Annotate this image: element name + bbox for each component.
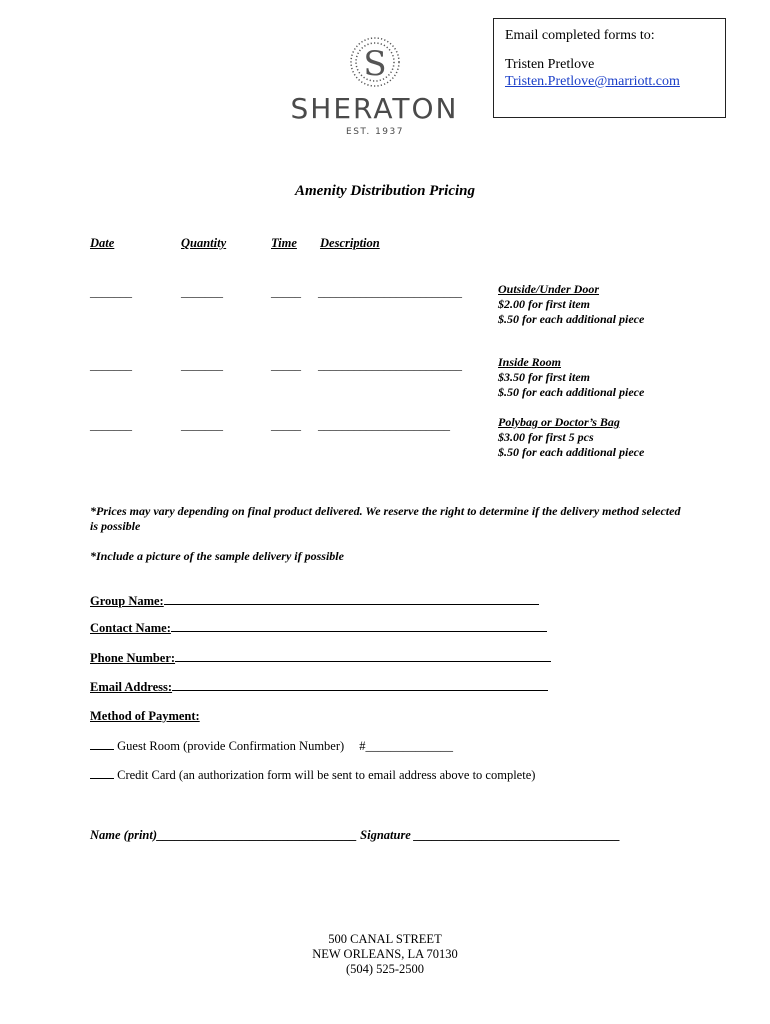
guest-room-checkbox-line[interactable] xyxy=(90,739,114,750)
confirmation-number-field[interactable]: #______________ xyxy=(359,739,454,753)
price-first: $3.50 for first item xyxy=(498,370,590,384)
credit-card-label: Credit Card (an authorization form will be sent to email address above to complete) xyxy=(117,768,536,782)
brand-established: EST. 1937 xyxy=(346,127,404,137)
method-of-payment-label: Method of Payment: xyxy=(90,709,200,723)
price-title: Polybag or Doctor’s Bag xyxy=(498,415,620,429)
name-print-field[interactable]: ________________________________ xyxy=(157,828,358,842)
row-2-date-field[interactable]: _______ xyxy=(90,358,132,372)
column-header-date: Date xyxy=(90,236,115,250)
group-name-field[interactable] xyxy=(90,593,539,609)
phone-number-label: Phone Number: xyxy=(90,651,176,665)
guest-room-label: Guest Room (provide Confirmation Number) xyxy=(117,739,345,753)
email-instructions-box xyxy=(493,18,726,118)
email-address-label: Email Address: xyxy=(90,680,173,694)
row-3-quantity-field[interactable]: _______ xyxy=(181,418,223,432)
name-print-label: Name (print) xyxy=(90,828,158,842)
group-name-line[interactable] xyxy=(164,593,539,605)
email-address-line[interactable] xyxy=(172,679,548,691)
row-3-time-field[interactable]: _____ xyxy=(271,418,301,432)
price-title: Outside/Under Door xyxy=(498,282,600,296)
price-first: $2.00 for first item xyxy=(498,297,590,311)
signature-field[interactable]: _________________________________ xyxy=(413,828,621,842)
signature-row xyxy=(90,828,620,843)
hotel-address xyxy=(0,932,770,977)
row-1-date-field[interactable]: _______ xyxy=(90,285,132,299)
row-3-description-field[interactable]: ______________________ xyxy=(318,418,450,432)
address-city: NEW ORLEANS, LA 70130 xyxy=(312,947,458,961)
price-block-inside-room xyxy=(498,355,644,400)
row-1-quantity-field[interactable]: _______ xyxy=(181,285,223,299)
contact-name-line[interactable] xyxy=(171,620,547,632)
column-header-description: Description xyxy=(320,236,380,250)
price-additional: $.50 for each additional piece xyxy=(498,385,645,399)
row-3-date-field[interactable]: _______ xyxy=(90,418,132,432)
address-street: 500 CANAL STREET xyxy=(328,932,442,946)
email-address-field[interactable] xyxy=(90,679,548,695)
contact-name-label: Contact Name: xyxy=(90,621,171,635)
page-title: Amenity Distribution Pricing xyxy=(294,183,476,199)
email-instructions-label: Email completed forms to: xyxy=(505,28,655,43)
row-2-description-field[interactable]: ________________________ xyxy=(318,358,462,372)
column-header-quantity: Quantity xyxy=(181,236,227,250)
contact-person-name: Tristen Pretlove xyxy=(505,57,595,72)
credit-card-checkbox-line[interactable] xyxy=(90,768,114,779)
price-block-polybag xyxy=(498,415,644,460)
logo-mark: S xyxy=(363,44,387,84)
row-2-time-field[interactable]: _____ xyxy=(271,358,301,372)
payment-option-credit-card[interactable] xyxy=(90,768,535,783)
brand-name: SHERATON xyxy=(290,92,459,125)
signature-label: Signature xyxy=(360,828,411,842)
address-phone: (504) 525-2500 xyxy=(345,962,425,976)
price-first: $3.00 for first 5 pcs xyxy=(498,430,594,444)
price-block-outside-door xyxy=(498,282,644,327)
price-additional: $.50 for each additional piece xyxy=(498,445,645,459)
payment-option-guest-room[interactable] xyxy=(90,739,453,754)
row-1-description-field[interactable]: ________________________ xyxy=(318,285,462,299)
column-header-time: Time xyxy=(271,236,297,250)
group-name-label: Group Name: xyxy=(90,594,164,608)
phone-number-line[interactable] xyxy=(175,650,551,662)
price-additional: $.50 for each additional piece xyxy=(498,312,645,326)
phone-number-field[interactable] xyxy=(90,650,551,666)
picture-note: *Include a picture of the sample delivery if possible xyxy=(90,549,344,563)
contact-email-link[interactable]: Tristen.Pretlove@marriott.com xyxy=(505,74,680,89)
price-title: Inside Room xyxy=(498,355,562,369)
contact-name-field[interactable] xyxy=(90,620,547,636)
row-1-time-field[interactable]: _____ xyxy=(271,285,301,299)
pricing-disclaimer: *Prices may vary depending on final product delivered. We reserve the right to determine if the delivery method selected is possible xyxy=(90,504,681,533)
row-2-quantity-field[interactable]: _______ xyxy=(181,358,223,372)
